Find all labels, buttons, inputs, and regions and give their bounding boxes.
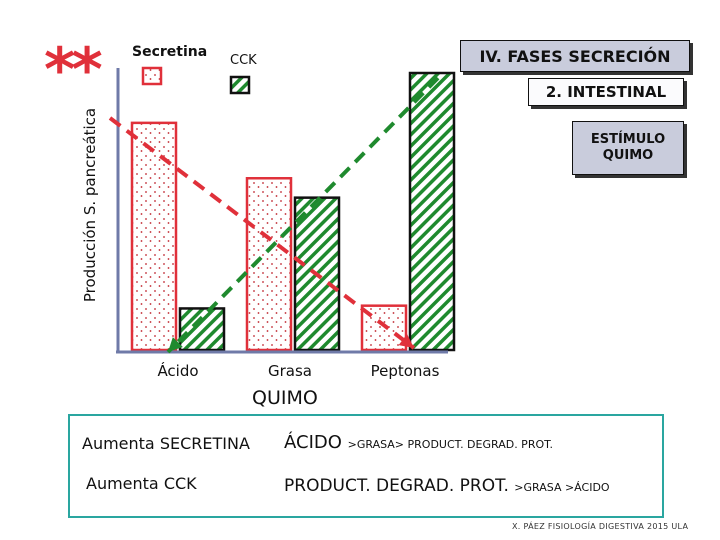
category-label-2: Grasa (268, 362, 312, 380)
y-axis-label: Producción S. pancreática (81, 107, 99, 303)
x-axis-label: QUIMO (252, 387, 318, 409)
bar-cck-ácido (180, 308, 224, 350)
category-label-1: Ácido (157, 362, 199, 380)
stimulus-line-2: QUIMO (602, 148, 654, 163)
bar-secretina-ácido (132, 123, 176, 350)
stimulus-line-1: ESTÍMULO (590, 132, 666, 147)
cck-order-rest: >GRASA >ÁCIDO (514, 481, 610, 494)
stimulus-box (572, 121, 684, 175)
legend-swatch-secretina (143, 68, 161, 84)
secretin-order (284, 432, 553, 453)
info-box (68, 414, 664, 518)
secretin-order-main: ÁCIDO (284, 432, 348, 453)
bar-cck-peptonas (410, 73, 454, 350)
legend-swatch-cck (231, 77, 249, 93)
chart-subtitle: 2. INTESTINAL (528, 78, 684, 106)
cck-order-main: PRODUCT. DEGRAD. PROT. (284, 476, 515, 496)
legend-label-cck: CCK (230, 53, 257, 68)
cck-order (284, 476, 610, 496)
legend-swatches (143, 68, 249, 93)
footer-credit: X. PÁEZ FISIOLOGÍA DIGESTIVA 2015 ULA (512, 522, 689, 531)
category-labels (140, 355, 461, 385)
secretin-increase-label: Aumenta SECRETINA (82, 434, 250, 453)
category-label-3: Peptonas (370, 362, 440, 380)
secretin-order-rest: >GRASA> PRODUCT. DEGRAD. PROT. (347, 438, 554, 451)
asterisk-marks: ** (44, 35, 99, 105)
chart-title: IV. FASES SECRECIÓN (460, 40, 690, 72)
cck-increase-label: Aumenta CCK (86, 474, 197, 493)
bars-layer (132, 73, 454, 350)
legend-label-secretina: Secretina (132, 44, 208, 60)
